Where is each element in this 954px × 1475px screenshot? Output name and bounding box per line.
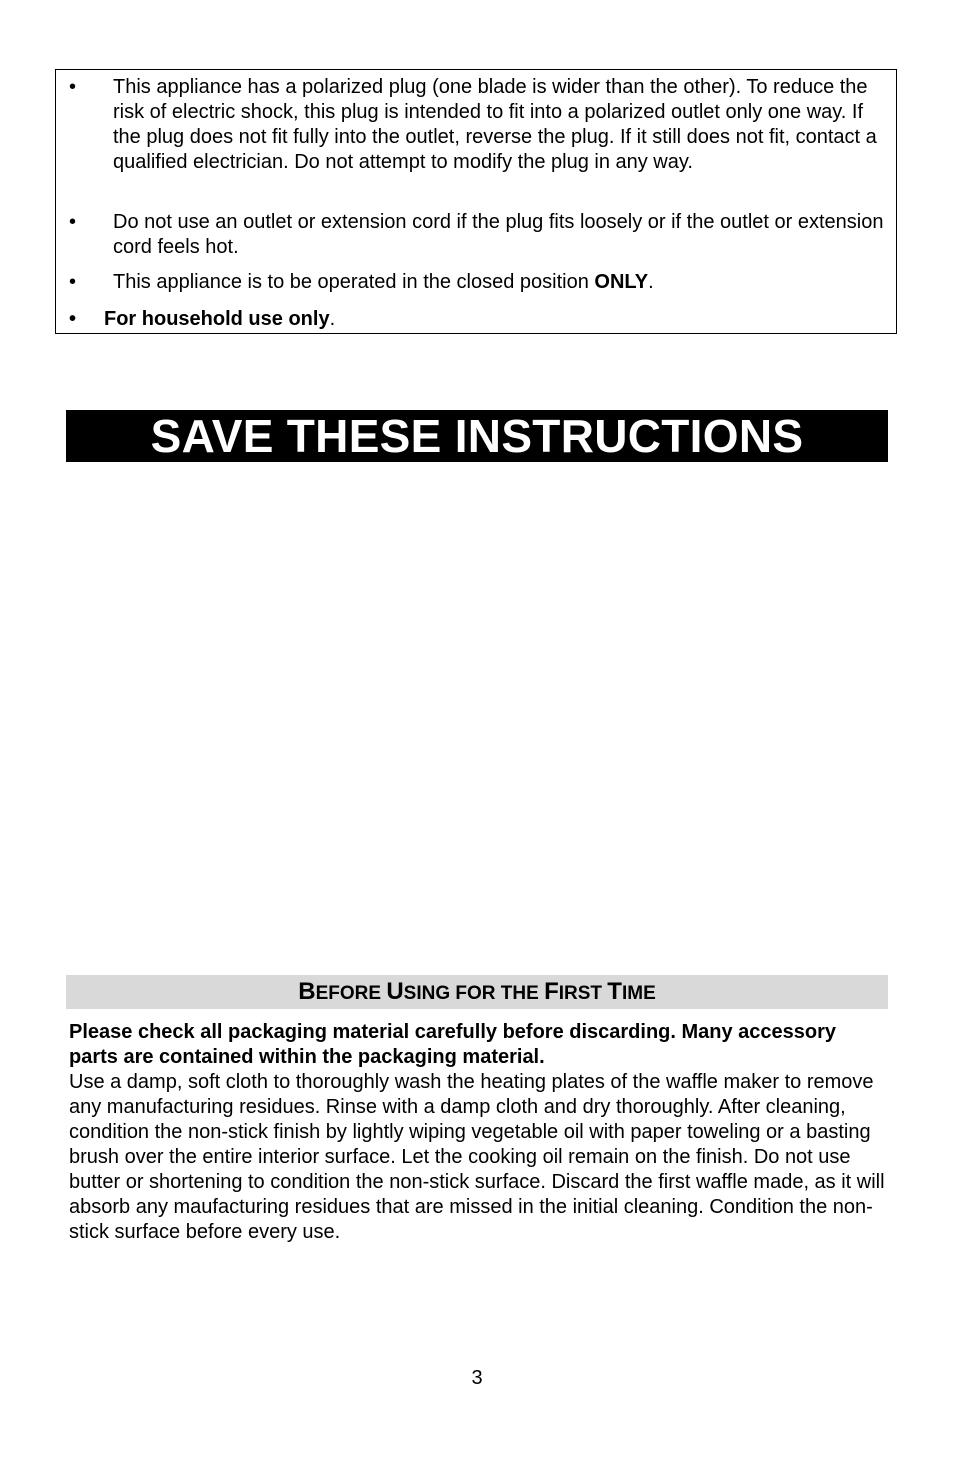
safety-item-text-before: This appliance is to be operated in the closed position <box>113 271 595 293</box>
bullet-icon: • <box>69 76 77 98</box>
heading-small-caps: IRST <box>558 983 608 1004</box>
heading-cap: U <box>386 978 404 1005</box>
heading-small-caps: EFORE <box>315 983 387 1004</box>
heading-cap: B <box>298 978 316 1005</box>
bullet-icon: • <box>69 271 77 293</box>
section-body <box>69 1020 889 1245</box>
safety-item-text-after: . <box>329 308 336 330</box>
bullet-icon: • <box>69 211 77 233</box>
safety-item-text-after: . <box>648 271 654 293</box>
first-use-instructions: Use a damp, soft cloth to thoroughly wash the heating plates of the waffle maker to remove any manufacturing residues. Rinse with a damp cloth and dry thoroughly. After cleaning, condition the non-stick finish by lightly wiping vegetable oil with paper toweling or a basting brush over the entire interior surface. Let the cooking oil remain on the finish. Do not use butter or shortening to condition the non-stick surface. Discard the first waffle made, as it will absorb any maufacturing residues that are missed in the initial cleaning. Condition the non-stick surface before every use. <box>69 1071 885 1243</box>
section-heading <box>66 975 888 1009</box>
safety-item-text <box>104 307 886 332</box>
safety-warnings-box <box>55 69 897 334</box>
heading-small-caps: IME <box>621 983 656 1004</box>
packaging-notice: Please check all packaging material carefully before discarding. Many accessory parts are contained within the packaging material. <box>69 1021 837 1068</box>
heading-cap: F <box>544 978 559 1005</box>
safety-item-text <box>113 270 886 295</box>
safety-item-text: This appliance has a polarized plug (one blade is wider than the other). To reduce the risk of electric shock, this plug is intended to fit into a polarized outlet only one way. If the plug does not fit fully into the outlet, reverse the plug. If it still does not fit, contact a qualified electrician. Do not attempt to modify the plug in any way. <box>113 76 877 173</box>
page-number: 3 <box>471 1367 483 1389</box>
save-instructions-banner: SAVE THESE INSTRUCTIONS <box>66 410 888 462</box>
heading-small-caps: SING FOR THE <box>403 983 545 1004</box>
safety-item-text: Do not use an outlet or extension cord if the plug fits loosely or if the outlet or extension cord feels hot. <box>113 211 884 258</box>
bullet-icon: • <box>69 308 77 330</box>
heading-cap: T <box>607 978 622 1005</box>
safety-item-emphasis: For household use only <box>104 308 330 330</box>
safety-item-emphasis: ONLY <box>594 271 649 293</box>
